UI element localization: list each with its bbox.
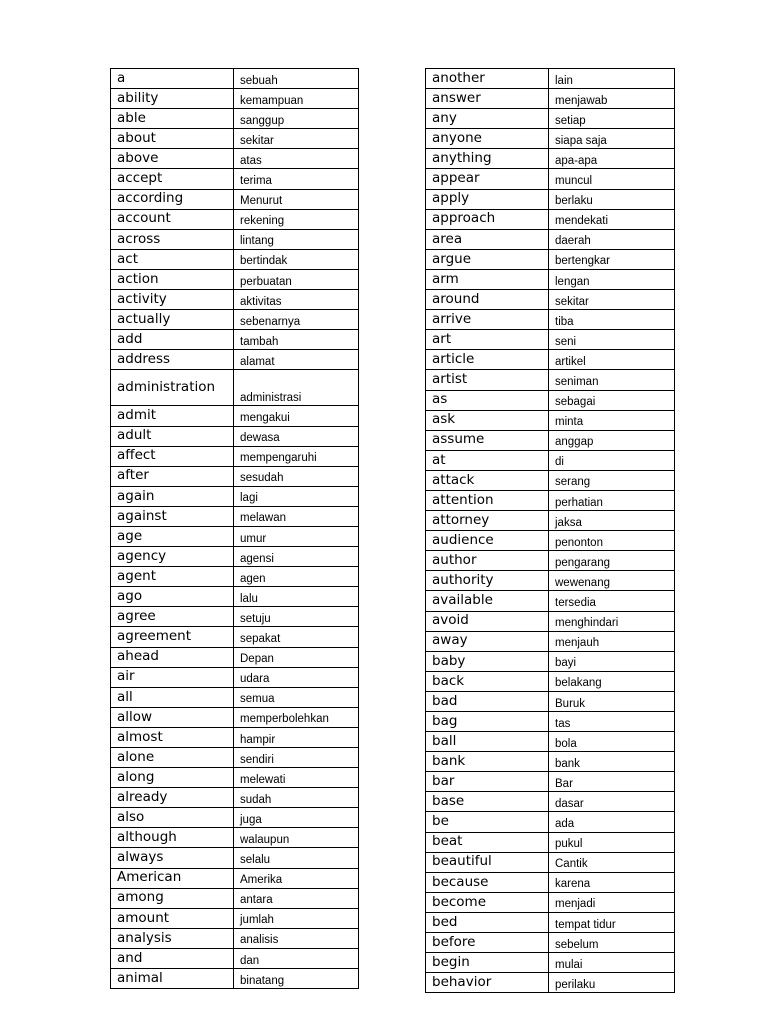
indonesian-translation: Amerika <box>234 868 359 888</box>
english-word: able <box>111 109 234 129</box>
indonesian-translation: setuju <box>234 607 359 627</box>
vocab-row <box>111 129 359 149</box>
english-word: ability <box>111 89 234 109</box>
vocab-row <box>111 687 359 707</box>
vocab-row <box>426 69 675 89</box>
english-word: bag <box>426 712 549 732</box>
indonesian-translation: wewenang <box>549 571 675 591</box>
vocab-row <box>426 330 675 350</box>
vocab-row <box>426 370 675 390</box>
english-word: also <box>111 808 234 828</box>
english-word: animal <box>111 969 234 989</box>
vocab-row <box>111 426 359 446</box>
indonesian-translation: pukul <box>549 832 675 852</box>
english-word: after <box>111 466 234 486</box>
vocab-row <box>426 571 675 591</box>
vocab-row <box>426 310 675 330</box>
english-word: appear <box>426 169 549 189</box>
vocab-row <box>426 249 675 269</box>
english-word: alone <box>111 748 234 768</box>
english-word: artist <box>426 370 549 390</box>
vocab-row <box>426 631 675 651</box>
indonesian-translation: memperbolehkan <box>234 707 359 727</box>
indonesian-translation: melawan <box>234 506 359 526</box>
indonesian-translation: juga <box>234 808 359 828</box>
vocab-row <box>111 109 359 129</box>
english-word: anyone <box>426 129 549 149</box>
indonesian-translation: agensi <box>234 547 359 567</box>
vocab-row <box>111 526 359 546</box>
english-word: air <box>111 667 234 687</box>
indonesian-translation: apa-apa <box>549 149 675 169</box>
vocab-row <box>111 269 359 289</box>
vocab-row <box>111 149 359 169</box>
english-word: away <box>426 631 549 651</box>
english-word: author <box>426 551 549 571</box>
vocab-row <box>111 587 359 607</box>
english-word: act <box>111 249 234 269</box>
indonesian-translation: mengakui <box>234 406 359 426</box>
indonesian-translation: minta <box>549 410 675 430</box>
indonesian-translation: umur <box>234 526 359 546</box>
english-word: arm <box>426 269 549 289</box>
english-word: admit <box>111 406 234 426</box>
vocab-row <box>426 933 675 953</box>
english-word: agency <box>111 547 234 567</box>
indonesian-translation: Cantik <box>549 852 675 872</box>
english-word: affect <box>111 446 234 466</box>
vocab-row <box>111 189 359 209</box>
indonesian-translation: sanggup <box>234 109 359 129</box>
indonesian-translation: sebuah <box>234 69 359 89</box>
indonesian-translation: dan <box>234 948 359 968</box>
vocab-row <box>111 928 359 948</box>
english-word: almost <box>111 727 234 747</box>
english-word: bed <box>426 912 549 932</box>
english-word: although <box>111 828 234 848</box>
vocab-row <box>111 627 359 647</box>
indonesian-translation: udara <box>234 667 359 687</box>
english-word: anything <box>426 149 549 169</box>
english-word: according <box>111 189 234 209</box>
english-word: ahead <box>111 647 234 667</box>
vocab-row <box>111 647 359 667</box>
indonesian-translation: kemampuan <box>234 89 359 109</box>
english-word: beautiful <box>426 852 549 872</box>
vocab-row <box>111 229 359 249</box>
english-word: account <box>111 209 234 229</box>
english-word: a <box>111 69 234 89</box>
vocab-row <box>426 430 675 450</box>
vocab-row <box>111 667 359 687</box>
vocab-row <box>426 691 675 711</box>
vocab-row <box>426 511 675 531</box>
indonesian-translation: seni <box>549 330 675 350</box>
indonesian-translation: walaupun <box>234 828 359 848</box>
indonesian-translation: menghindari <box>549 611 675 631</box>
english-word: art <box>426 330 549 350</box>
vocab-row <box>111 446 359 466</box>
vocab-row <box>426 129 675 149</box>
english-word: ago <box>111 587 234 607</box>
vocab-row <box>426 912 675 932</box>
english-word: available <box>426 591 549 611</box>
indonesian-translation: tambah <box>234 330 359 350</box>
english-word: and <box>111 948 234 968</box>
vocab-row <box>111 466 359 486</box>
indonesian-translation: jaksa <box>549 511 675 531</box>
english-word: back <box>426 671 549 691</box>
english-word: all <box>111 687 234 707</box>
english-word: authority <box>426 571 549 591</box>
english-word: base <box>426 792 549 812</box>
english-word: assume <box>426 430 549 450</box>
indonesian-translation: mulai <box>549 953 675 973</box>
vocab-row <box>426 531 675 551</box>
indonesian-translation: hampir <box>234 727 359 747</box>
vocab-row <box>111 868 359 888</box>
indonesian-translation: penonton <box>549 531 675 551</box>
vocab-row <box>426 712 675 732</box>
english-word: across <box>111 229 234 249</box>
english-word: at <box>426 450 549 470</box>
vocab-row <box>426 350 675 370</box>
vocab-table-left <box>110 68 359 989</box>
english-word: ball <box>426 732 549 752</box>
english-word: already <box>111 788 234 808</box>
indonesian-translation: Menurut <box>234 189 359 209</box>
vocab-row <box>111 727 359 747</box>
english-word: arrive <box>426 310 549 330</box>
english-word: action <box>111 269 234 289</box>
vocab-row <box>111 768 359 788</box>
indonesian-translation: artikel <box>549 350 675 370</box>
english-word: before <box>426 933 549 953</box>
english-word: as <box>426 390 549 410</box>
indonesian-translation: tas <box>549 712 675 732</box>
indonesian-translation: jumlah <box>234 908 359 928</box>
vocab-row <box>426 671 675 691</box>
vocab-row <box>426 450 675 470</box>
english-word: amount <box>111 908 234 928</box>
english-word: administration <box>111 370 234 406</box>
vocab-row <box>426 89 675 109</box>
indonesian-translation: sebagai <box>549 390 675 410</box>
english-word: analysis <box>111 928 234 948</box>
vocab-row <box>426 490 675 510</box>
indonesian-translation: atas <box>234 149 359 169</box>
vocab-row <box>111 169 359 189</box>
vocab-row <box>426 892 675 912</box>
english-word: adult <box>111 426 234 446</box>
english-word: behavior <box>426 973 549 993</box>
english-word: attention <box>426 490 549 510</box>
indonesian-translation: aktivitas <box>234 290 359 310</box>
english-word: address <box>111 350 234 370</box>
vocab-row <box>426 290 675 310</box>
indonesian-translation: melewati <box>234 768 359 788</box>
english-word: area <box>426 229 549 249</box>
indonesian-translation: perilaku <box>549 973 675 993</box>
indonesian-translation: ada <box>549 812 675 832</box>
english-word: always <box>111 848 234 868</box>
vocab-row <box>426 732 675 752</box>
indonesian-translation: bola <box>549 732 675 752</box>
indonesian-translation: lalu <box>234 587 359 607</box>
english-word: among <box>111 888 234 908</box>
english-word: about <box>111 129 234 149</box>
vocab-row <box>111 607 359 627</box>
vocab-row <box>111 748 359 768</box>
indonesian-translation: sebelum <box>549 933 675 953</box>
indonesian-translation: agen <box>234 567 359 587</box>
english-word: beat <box>426 832 549 852</box>
english-word: answer <box>426 89 549 109</box>
indonesian-translation: selalu <box>234 848 359 868</box>
english-word: attorney <box>426 511 549 531</box>
vocab-row <box>111 547 359 567</box>
vocab-row <box>111 969 359 989</box>
english-word: any <box>426 109 549 129</box>
vocab-row <box>111 290 359 310</box>
indonesian-translation: serang <box>549 470 675 490</box>
vocab-row <box>111 828 359 848</box>
vocab-row <box>426 189 675 209</box>
english-word: argue <box>426 249 549 269</box>
english-word: accept <box>111 169 234 189</box>
indonesian-translation: sepakat <box>234 627 359 647</box>
indonesian-translation: karena <box>549 872 675 892</box>
english-word: audience <box>426 531 549 551</box>
indonesian-translation: sesudah <box>234 466 359 486</box>
english-word: agent <box>111 567 234 587</box>
indonesian-translation: tersedia <box>549 591 675 611</box>
english-word: another <box>426 69 549 89</box>
vocab-row <box>426 752 675 772</box>
vocab-row <box>426 209 675 229</box>
vocab-row <box>111 209 359 229</box>
indonesian-translation: terima <box>234 169 359 189</box>
vocab-row <box>111 888 359 908</box>
indonesian-translation: binatang <box>234 969 359 989</box>
vocab-row <box>426 470 675 490</box>
english-word: above <box>111 149 234 169</box>
indonesian-translation: sudah <box>234 788 359 808</box>
vocab-row <box>426 551 675 571</box>
indonesian-translation: dewasa <box>234 426 359 446</box>
english-word: begin <box>426 953 549 973</box>
indonesian-translation: administrasi <box>234 370 359 406</box>
english-word: allow <box>111 707 234 727</box>
indonesian-translation: alamat <box>234 350 359 370</box>
indonesian-translation: bertengkar <box>549 249 675 269</box>
indonesian-translation: mendekati <box>549 209 675 229</box>
indonesian-translation: mempengaruhi <box>234 446 359 466</box>
indonesian-translation: antara <box>234 888 359 908</box>
vocab-row <box>426 872 675 892</box>
indonesian-translation: Depan <box>234 647 359 667</box>
vocab-row <box>111 370 359 406</box>
indonesian-translation: rekening <box>234 209 359 229</box>
indonesian-translation: bertindak <box>234 249 359 269</box>
indonesian-translation: pengarang <box>549 551 675 571</box>
indonesian-translation: belakang <box>549 671 675 691</box>
indonesian-translation: tiba <box>549 310 675 330</box>
vocab-row <box>426 390 675 410</box>
english-word: American <box>111 868 234 888</box>
english-word: article <box>426 350 549 370</box>
vocab-row <box>426 410 675 430</box>
vocab-row <box>426 169 675 189</box>
vocab-table-right <box>425 68 675 993</box>
indonesian-translation: dasar <box>549 792 675 812</box>
indonesian-translation: lagi <box>234 486 359 506</box>
indonesian-translation: sekitar <box>549 290 675 310</box>
indonesian-translation: tempat tidur <box>549 912 675 932</box>
vocab-row <box>426 832 675 852</box>
vocab-row <box>111 89 359 109</box>
indonesian-translation: perhatian <box>549 490 675 510</box>
vocab-row <box>111 406 359 426</box>
indonesian-translation: bayi <box>549 651 675 671</box>
english-word: activity <box>111 290 234 310</box>
indonesian-translation: menjawab <box>549 89 675 109</box>
vocab-row <box>426 792 675 812</box>
indonesian-translation: menjadi <box>549 892 675 912</box>
vocab-row <box>111 69 359 89</box>
indonesian-translation: Buruk <box>549 691 675 711</box>
vocab-row <box>111 707 359 727</box>
vocab-row <box>111 908 359 928</box>
indonesian-translation: sebenarnya <box>234 310 359 330</box>
english-word: along <box>111 768 234 788</box>
vocab-row <box>111 848 359 868</box>
english-word: again <box>111 486 234 506</box>
english-word: because <box>426 872 549 892</box>
english-word: around <box>426 290 549 310</box>
english-word: bar <box>426 772 549 792</box>
indonesian-translation: analisis <box>234 928 359 948</box>
vocab-row <box>111 506 359 526</box>
vocab-row <box>426 973 675 993</box>
indonesian-translation: Bar <box>549 772 675 792</box>
vocab-row <box>426 269 675 289</box>
vocab-row <box>111 567 359 587</box>
vocab-row <box>426 591 675 611</box>
indonesian-translation: setiap <box>549 109 675 129</box>
indonesian-translation: sekitar <box>234 129 359 149</box>
english-word: bank <box>426 752 549 772</box>
indonesian-translation: seniman <box>549 370 675 390</box>
vocab-row <box>426 611 675 631</box>
indonesian-translation: daerah <box>549 229 675 249</box>
vocab-row <box>111 330 359 350</box>
vocab-row <box>426 812 675 832</box>
vocab-row <box>426 109 675 129</box>
english-word: become <box>426 892 549 912</box>
english-word: age <box>111 526 234 546</box>
english-word: bad <box>426 691 549 711</box>
vocab-row <box>111 808 359 828</box>
vocab-row <box>426 953 675 973</box>
vocab-row <box>111 486 359 506</box>
english-word: add <box>111 330 234 350</box>
indonesian-translation: semua <box>234 687 359 707</box>
vocab-row <box>111 249 359 269</box>
vocab-row <box>111 788 359 808</box>
indonesian-translation: di <box>549 450 675 470</box>
vocab-row <box>426 149 675 169</box>
indonesian-translation: muncul <box>549 169 675 189</box>
english-word: actually <box>111 310 234 330</box>
indonesian-translation: menjauh <box>549 631 675 651</box>
indonesian-translation: siapa saja <box>549 129 675 149</box>
indonesian-translation: sendiri <box>234 748 359 768</box>
vocab-row <box>426 229 675 249</box>
indonesian-translation: lain <box>549 69 675 89</box>
english-word: be <box>426 812 549 832</box>
vocab-row <box>111 310 359 330</box>
english-word: agreement <box>111 627 234 647</box>
vocab-row <box>426 852 675 872</box>
english-word: attack <box>426 470 549 490</box>
vocab-row <box>111 350 359 370</box>
english-word: against <box>111 506 234 526</box>
indonesian-translation: lintang <box>234 229 359 249</box>
vocab-row <box>426 651 675 671</box>
english-word: apply <box>426 189 549 209</box>
indonesian-translation: berlaku <box>549 189 675 209</box>
english-word: ask <box>426 410 549 430</box>
vocab-row <box>426 772 675 792</box>
english-word: approach <box>426 209 549 229</box>
indonesian-translation: anggap <box>549 430 675 450</box>
indonesian-translation: bank <box>549 752 675 772</box>
english-word: agree <box>111 607 234 627</box>
english-word: baby <box>426 651 549 671</box>
indonesian-translation: lengan <box>549 269 675 289</box>
vocab-row <box>111 948 359 968</box>
english-word: avoid <box>426 611 549 631</box>
indonesian-translation: perbuatan <box>234 269 359 289</box>
